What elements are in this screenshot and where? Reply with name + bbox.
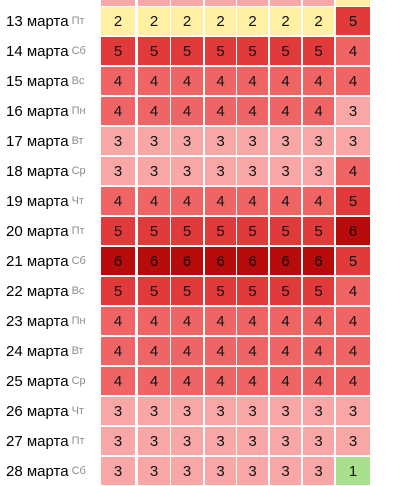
value-cell: 4 (101, 97, 135, 125)
forecast-row (0, 186, 400, 216)
weekday-text: Сб (71, 255, 86, 267)
day-text: 22 марта (6, 282, 69, 300)
value-cell: 4 (101, 67, 135, 95)
value-cell: 3 (171, 157, 203, 185)
date-label (6, 426, 101, 456)
value-cell: 3 (336, 427, 370, 455)
value-cell: 2 (205, 7, 236, 35)
weekday-text: Чт (71, 195, 84, 207)
day-text: 19 марта (6, 192, 69, 210)
value-cell: 4 (237, 337, 268, 365)
value-cell: 3 (270, 157, 301, 185)
value-cell: 3 (171, 457, 203, 485)
date-label (6, 366, 101, 396)
forecast-row (0, 336, 400, 366)
value-cell: 4 (171, 187, 203, 215)
date-label (6, 66, 101, 96)
day-text: 20 марта (6, 222, 69, 240)
value-cell: 6 (336, 217, 370, 245)
value-cell: 4 (138, 67, 170, 95)
value-cell: 4 (205, 307, 236, 335)
value-cell: 4 (237, 307, 268, 335)
date-label (6, 126, 101, 156)
date-label (6, 336, 101, 366)
value-cell: 4 (303, 307, 334, 335)
value-cell: 4 (205, 67, 236, 95)
weekday-text: Вс (71, 285, 85, 297)
value-cell: 4 (138, 187, 170, 215)
date-label (6, 186, 101, 216)
value-cell: 4 (303, 367, 334, 395)
value-cell: 3 (303, 427, 334, 455)
weekday-text: Вт (71, 345, 84, 357)
forecast-row (0, 246, 400, 276)
value-cell: 5 (237, 277, 268, 305)
date-label (6, 306, 101, 336)
value-cell: 5 (303, 37, 334, 65)
value-cell: 3 (205, 397, 236, 425)
value-cell: 4 (205, 187, 236, 215)
value-cell: 4 (101, 367, 135, 395)
day-text: 23 марта (6, 312, 69, 330)
value-cell: 3 (237, 427, 268, 455)
date-label (6, 156, 101, 186)
forecast-row (0, 36, 400, 66)
value-cell: 4 (336, 37, 370, 65)
date-label (6, 276, 101, 306)
forecast-row (0, 306, 400, 336)
day-text: 14 марта (6, 42, 69, 60)
value-cell: 3 (336, 97, 370, 125)
date-label (6, 6, 101, 36)
value-cell: 3 (171, 127, 203, 155)
value-cell: 3 (101, 127, 135, 155)
value-cell: 4 (171, 307, 203, 335)
date-label (6, 96, 101, 126)
value-cell: 3 (171, 427, 203, 455)
weekday-text: Пт (71, 225, 85, 237)
value-cell: 5 (138, 37, 170, 65)
value-cell: 4 (270, 67, 301, 95)
forecast-row (0, 126, 400, 156)
weekday-text: Пн (71, 315, 86, 327)
value-cell: 3 (101, 397, 135, 425)
value-cell: 5 (138, 217, 170, 245)
value-cell: 5 (270, 37, 301, 65)
value-cell: 5 (138, 277, 170, 305)
value-cell: 6 (270, 247, 301, 275)
value-cell: 5 (303, 277, 334, 305)
value-cell: 4 (138, 307, 170, 335)
value-cell: 3 (237, 397, 268, 425)
value-cell: 4 (138, 97, 170, 125)
value-cell: 2 (101, 7, 135, 35)
value-cell: 5 (171, 217, 203, 245)
weekday-text: Вс (71, 75, 85, 87)
value-cell: 4 (303, 187, 334, 215)
value-cell: 4 (270, 187, 301, 215)
value-cell: 6 (138, 247, 170, 275)
value-cell: 6 (101, 247, 135, 275)
value-cell: 3 (205, 457, 236, 485)
date-label (6, 396, 101, 426)
value-cell: 3 (101, 157, 135, 185)
weekday-text: Чт (71, 405, 84, 417)
value-cell: 2 (138, 7, 170, 35)
forecast-row (0, 396, 400, 426)
day-text: 18 марта (6, 162, 69, 180)
day-text: 21 марта (6, 252, 69, 270)
value-cell: 2 (171, 7, 203, 35)
value-cell: 5 (101, 217, 135, 245)
day-text: 17 марта (6, 132, 69, 150)
value-cell: 4 (171, 97, 203, 125)
value-cell: 4 (237, 67, 268, 95)
value-cell: 6 (205, 247, 236, 275)
value-cell: 3 (138, 457, 170, 485)
value-cell: 5 (171, 277, 203, 305)
value-cell: 4 (270, 337, 301, 365)
value-cell: 3 (205, 127, 236, 155)
weekday-text: Сб (71, 465, 86, 477)
value-cell: 5 (101, 37, 135, 65)
weekday-text: Пн (71, 105, 86, 117)
value-cell: 4 (171, 367, 203, 395)
value-cell: 4 (101, 187, 135, 215)
value-cell: 3 (101, 457, 135, 485)
value-cell: 3 (303, 127, 334, 155)
value-cell: 3 (270, 397, 301, 425)
value-cell: 3 (270, 457, 301, 485)
forecast-row (0, 156, 400, 186)
value-cell: 4 (336, 307, 370, 335)
value-cell: 4 (336, 157, 370, 185)
value-cell: 3 (237, 457, 268, 485)
value-cell: 2 (237, 7, 268, 35)
weekday-text: Ср (71, 165, 86, 177)
value-cell: 4 (336, 337, 370, 365)
weekday-text: Ср (71, 375, 86, 387)
value-cell: 4 (205, 97, 236, 125)
value-cell: 4 (237, 187, 268, 215)
value-cell: 5 (237, 217, 268, 245)
day-text: 24 марта (6, 342, 69, 360)
value-cell: 4 (205, 337, 236, 365)
value-cell: 4 (303, 67, 334, 95)
forecast-row (0, 6, 400, 36)
value-cell: 3 (138, 127, 170, 155)
value-cell: 5 (270, 277, 301, 305)
value-cell: 5 (205, 37, 236, 65)
value-cell: 5 (336, 187, 370, 215)
weekday-text: Пт (71, 435, 85, 447)
value-cell: 5 (171, 37, 203, 65)
value-cell: 3 (138, 397, 170, 425)
value-cell: 4 (336, 367, 370, 395)
value-cell: 4 (336, 67, 370, 95)
value-cell: 4 (303, 97, 334, 125)
day-text: 15 марта (6, 72, 69, 90)
value-cell: 5 (270, 217, 301, 245)
value-cell: 4 (303, 337, 334, 365)
value-cell: 4 (138, 337, 170, 365)
day-text: 13 марта (6, 12, 69, 30)
value-cell: 4 (270, 97, 301, 125)
value-cell: 5 (336, 247, 370, 275)
value-cell: 5 (205, 217, 236, 245)
value-cell: 3 (270, 127, 301, 155)
value-cell: 5 (336, 7, 370, 35)
forecast-row (0, 366, 400, 396)
value-cell: 3 (237, 157, 268, 185)
date-label (6, 246, 101, 276)
value-cell: 3 (205, 157, 236, 185)
forecast-row (0, 276, 400, 306)
day-text: 27 марта (6, 432, 69, 450)
value-cell: 4 (205, 367, 236, 395)
value-cell: 6 (237, 247, 268, 275)
forecast-row (0, 456, 400, 486)
day-text: 16 марта (6, 102, 69, 120)
value-cell: 1 (336, 457, 370, 485)
value-cell: 5 (205, 277, 236, 305)
date-label (6, 36, 101, 66)
value-cell: 3 (303, 157, 334, 185)
forecast-row (0, 426, 400, 456)
value-cell: 2 (303, 7, 334, 35)
value-cell: 4 (138, 367, 170, 395)
value-cell: 6 (171, 247, 203, 275)
day-text: 25 марта (6, 372, 69, 390)
value-cell: 4 (237, 367, 268, 395)
weekday-text: Вт (71, 135, 84, 147)
value-cell: 3 (138, 427, 170, 455)
day-text: 26 марта (6, 402, 69, 420)
value-cell: 2 (270, 7, 301, 35)
value-cell: 4 (237, 97, 268, 125)
day-text: 28 марта (6, 462, 69, 480)
weekday-text: Пт (71, 15, 85, 27)
value-cell: 3 (270, 427, 301, 455)
value-cell: 6 (303, 247, 334, 275)
value-cell: 3 (101, 427, 135, 455)
value-cell: 4 (171, 337, 203, 365)
value-cell: 3 (303, 397, 334, 425)
value-cell: 3 (336, 127, 370, 155)
value-cell: 5 (101, 277, 135, 305)
value-cell: 3 (171, 397, 203, 425)
forecast-row (0, 216, 400, 246)
forecast-row (0, 96, 400, 126)
value-cell: 4 (336, 277, 370, 305)
forecast-row (0, 66, 400, 96)
value-cell: 4 (171, 67, 203, 95)
value-cell: 4 (270, 307, 301, 335)
value-cell: 5 (237, 37, 268, 65)
value-cell: 3 (237, 127, 268, 155)
value-cell: 4 (270, 367, 301, 395)
value-cell: 3 (205, 427, 236, 455)
value-cell: 5 (303, 217, 334, 245)
date-label (6, 456, 101, 486)
value-cell: 3 (303, 457, 334, 485)
date-label (6, 216, 101, 246)
value-cell: 4 (101, 337, 135, 365)
value-cell: 3 (138, 157, 170, 185)
value-cell: 3 (336, 397, 370, 425)
weekday-text: Сб (71, 45, 86, 57)
value-cell: 4 (101, 307, 135, 335)
